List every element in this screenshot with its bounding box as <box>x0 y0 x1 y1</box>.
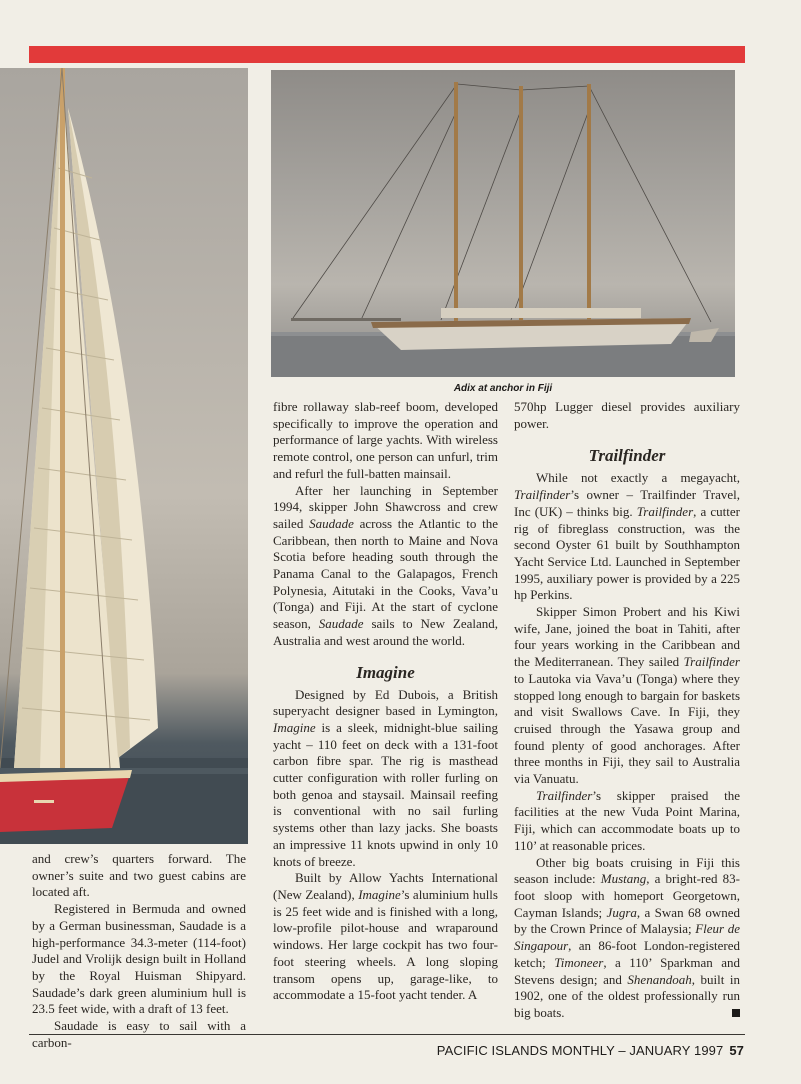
paragraph: Built by Allow Yachts International (New Zealand), Imagine’s aluminium hulls is 25 feet wide and is finished with a long, low-profile pilot-house and wraparound windows. Her large cockpit has two four-foot steering wheels. A long sloping transom opens up, garage-like, to accommodate a 15-foot yacht tender. A <box>273 870 498 1003</box>
column-1 <box>32 851 246 1051</box>
section-heading-imagine: Imagine <box>356 662 415 682</box>
red-header-bar <box>29 46 745 63</box>
photo-caption: Adix at anchor in Fiji <box>453 383 553 394</box>
sailing-yacht-photo <box>0 68 248 844</box>
paragraph: fibre rollaway slab-reef boom, developed specifically to improve the operation and performance of large yachts. With wireless remote control, one person can unfurl, trim and refurl the full-batten mainsail. <box>273 399 498 481</box>
paragraph: After her launching in September 1994, skipper John Shawcross and crew sailed Saudade across the Atlantic to the Caribbean, then north to Maine and Nova Scotia before heading south through the Panama Canal to the Galapagos, French Polynesia, Aitutaki in the Cooks, Vava’u (Tonga) and Fiji. At the start of cyclone season, Saudade sails to New Zealand, Australia and west around the world. <box>273 482 498 648</box>
paragraph: Saudade is easy to sail with a carbon- <box>32 1018 246 1050</box>
footer-rule <box>29 1034 745 1035</box>
paragraph: and crew’s quarters forward. The owner’s suite and two guest cabins are located aft. <box>32 851 246 900</box>
paragraph: Skipper Simon Probert and his Kiwi wife, Jane, joined the boat in Tahiti, after four years working in the Caribbean and the Mediterranean. They sailed Trailfinder to Lautoka via Vava’u (Tonga) where they stopped long enough to bargain for baskets and visit Swallows Cave. In Fiji, they cruised through the Yasawa group and found plenty of good anchorages. After three months in Fiji, they sail to Australia via Vanuatu. <box>514 604 740 787</box>
paragraph: 570hp Lugger diesel provides auxiliary power. <box>514 399 740 431</box>
end-of-article-mark <box>732 1009 740 1017</box>
paragraph: Other big boats cruising in Fiji this season include: Mustang, a bright-red 83-foot sloop with homeport Georgetown, Cayman Islands; Jugra, a Swan 68 owned by the Crown Prince of Malaysia; Fleur de Singapour, an 86-foot London-registered ketch; Timoneer, a 110’ Sparkman and Stevens design; and Shenandoah, built in 1902, one of the oldest professionally run big boats. <box>514 854 741 1020</box>
page-footer <box>437 1043 744 1058</box>
column-2 <box>273 399 498 1004</box>
paragraph: While not exactly a megayacht, Trailfinder’s owner – Trailfinder Travel, Inc (UK) – thinks big. Trailfinder, a cutter rig of fibreglass construction, was the second Oyster 61 built by Southhampton Yacht Service Ltd. Launched in September 1995, auxiliary power is provided by a 225 hp Perkins. <box>514 470 740 603</box>
schooner-photo <box>271 70 735 377</box>
section-heading-trailfinder: Trailfinder <box>588 446 666 466</box>
page-number: 57 <box>729 1043 744 1058</box>
publication-line: PACIFIC ISLANDS MONTHLY – JANUARY 1997 <box>436 1043 724 1058</box>
paragraph: Registered in Bermuda and owned by a German businessman, Saudade is a high-performance 34.3-meter (114-foot) Judel and Vrolijk design built in Holland by the Royal Huisman Shipyard. Saudade’s dark green aluminium hull is 23.5 feet wide, with a draft of 13 feet. <box>32 901 246 1017</box>
column-3 <box>514 399 740 1022</box>
paragraph: Trailfinder’s skipper praised the facilities at the new Vuda Point Marina, Fiji, which can accommodate boats up to 110’ at reasonable prices. <box>514 787 740 853</box>
paragraph: Designed by Ed Dubois, a British superyacht designer based in Lymington, Imagine is a sleek, midnight-blue sailing yacht – 110 feet on deck with a 131-foot carbon fibre spar. The rig is masthead cutter configuration with roller furling on both genoa and staysail. Mainsail reefing is conventional with no sail furling systems other than lazy jacks. She boasts an impressive 11 knots upwind in only 10 knots of breeze. <box>273 686 498 869</box>
